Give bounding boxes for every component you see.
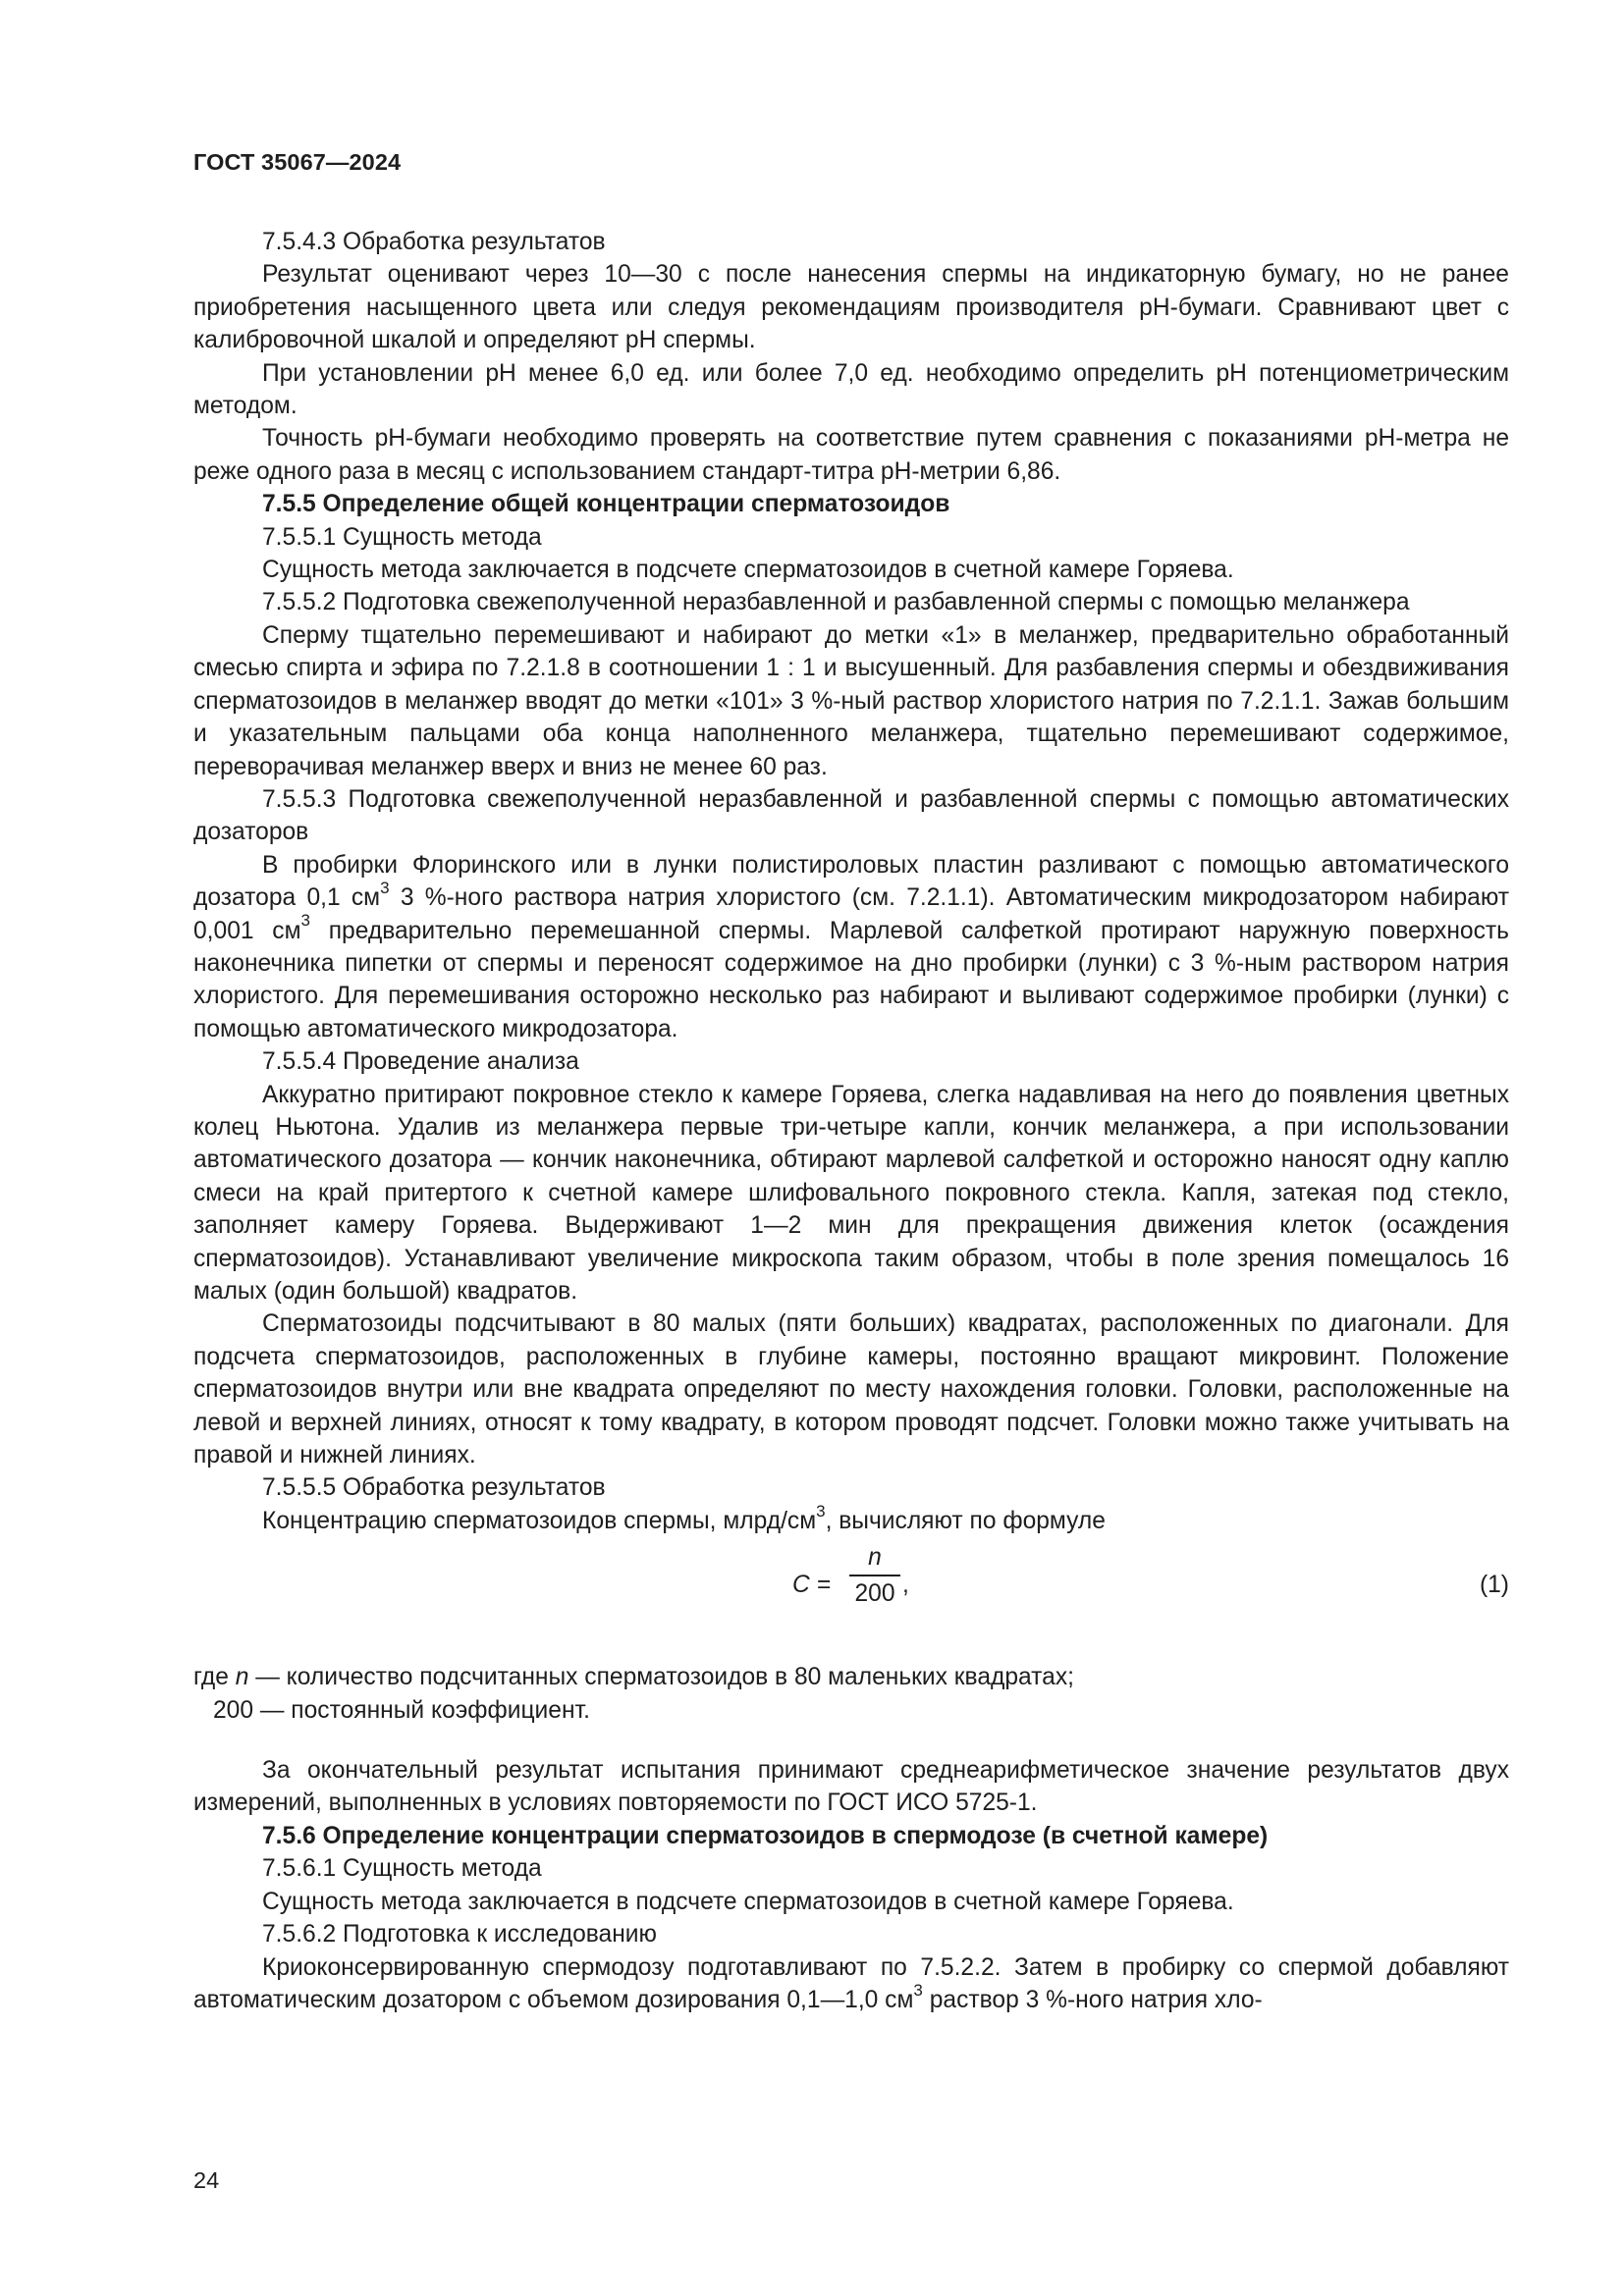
clause-7-5-4-3-paragraph-1: Результат оценивают через 10—30 с после нанесения спермы на индикаторную бумагу, но не ранее приобретения насыщенного цвета или следуя рекомендациям производителя рН-бумаги. Сравнивают цвет с калибровочной шкалой и определяют рН спермы.: [193, 261, 1509, 354]
formula-where-n: [193, 1661, 1509, 1693]
formula-lhs: C =: [792, 1572, 831, 1599]
formula-1: [193, 1539, 1509, 1661]
clause-7-5-5-2-title: 7.5.5.2 Подготовка свежеполученной неразбавленной и разбавленной спермы с помощью меланжера: [262, 589, 1410, 616]
clause-7-5-6-2-text-b: раствор 3 %-ного натрия хло-: [922, 1986, 1263, 2013]
formula-intro-text-a: Концентрацию сперматозоидов спермы, млрд/см: [262, 1507, 817, 1534]
page-number: 24: [193, 2167, 220, 2193]
document-body: [193, 226, 1509, 2016]
formula-fraction-bar: [849, 1575, 900, 1576]
clause-7-5-5-5-title: 7.5.5.5 Обработка результатов: [262, 1474, 606, 1502]
clause-7-5-5-4-paragraph-1: Аккуратно притирают покровное стекло к камере Горяева, слегка надавливая на него до появления цветных колец Ньютона. Удалив из меланжера первые три-четыре капли, кончик меланжера, а при использовании автоматического дозатора — кончик наконечника, обтирают марлевой салфеткой и осторожно наносят одну каплю смеси на край притертого к счетной камере шлифовального покровного стекла. Капля, затекая под стекло, заполняет камеру Горяева. Выдерживают 1—2 мин для прекращения движения клеток (осаждения сперматозоидов). Устанавливают увеличение микроскопа таким образом, чтобы в поле зрения помещалось 16 малых (один большой) квадратов.: [193, 1081, 1509, 1305]
clause-7-5-5-1-paragraph: Сущность метода заключается в подсчете сперматозоидов в счетной камере Горяева.: [262, 557, 1234, 584]
superscript-cube-3: 3: [816, 1501, 826, 1521]
clause-7-5-6-1-title: 7.5.6.1 Сущность метода: [262, 1855, 542, 1883]
formula-denominator: 200: [854, 1580, 895, 1608]
where-variable-n: n: [235, 1664, 249, 1691]
clause-7-5-5-title: 7.5.5 Определение общей концентрации сперматозоидов: [262, 491, 950, 518]
formula-where-200: 200 — постоянный коэффициент.: [213, 1696, 590, 1724]
clause-7-5-5-3-title: 7.5.5.3 Подготовка свежеполученной неразбавленной и разбавленной спермы с помощью автоматических дозаторов: [193, 785, 1509, 846]
superscript-cube-2: 3: [300, 911, 310, 931]
superscript-cube-4: 3: [913, 1980, 923, 2000]
clause-7-5-4-3-paragraph-3: Точность рН-бумаги необходимо проверять на соответствие путем сравнения с показаниями рН-метра не реже одного раза в месяц с использованием стандарт-титра рН-метрии 6,86.: [193, 425, 1509, 485]
clause-7-5-5-3-paragraph: [193, 849, 1509, 1045]
formula-number: (1): [1479, 1572, 1509, 1599]
superscript-cube-1: 3: [380, 878, 390, 897]
clause-7-5-5-4-title: 7.5.5.4 Проведение анализа: [262, 1048, 579, 1076]
clause-7-5-6-title: 7.5.6 Определение концентрации сперматозоидов в спермодозе (в счетной камере): [262, 1822, 1269, 1849]
where-n-text: — количество подсчитанных сперматозоидов в 80 маленьких квадратах;: [248, 1664, 1074, 1691]
clause-7-5-5-5-paragraph-1: [193, 1501, 1509, 1537]
clause-7-5-6-2-text-a: Криоконсервированную спермодозу подготавливают по 7.5.2.2. Затем в пробирку со спермой добавляют автоматическим дозатором с объемом дозирования 0,1—1,0 см: [193, 1953, 1509, 2013]
clause-7-5-5-3-text-c: предварительно перемешанной спермы. Марлевой салфеткой протирают наружную поверхность наконечника пипетки от спермы и переносят содержимое на дно пробирки (лунки) с 3 %-ным раствором натрия хлористого. Для перемешивания осторожно несколько раз набирают и выливают содержимое пробирки (лунки) с помощью автоматического микродозатора.: [193, 917, 1509, 1042]
clause-7-5-5-3-text-b: 3 %-ного раствора натрия хлористого (см. 7.2.1.1). Автоматическим микродозатором набирают 0,001 см: [193, 884, 1509, 944]
clause-7-5-6-2-paragraph: [193, 1951, 1509, 2017]
formula-numerator: n: [868, 1544, 882, 1572]
clause-7-5-5-4-paragraph-2: Сперматозоиды подсчитывают в 80 малых (пяти больших) квадратах, расположенных по диагонали. Для подсчета сперматозоидов, расположенных в глубине камеры, постоянно вращают микровинт. Положение сперматозоидов внутри или вне квадрата определяют по месту нахождения головки. Головки, расположенные на левой и верхней линиях, относят к тому квадрату, в котором проводят подсчет. Головки можно также учитывать на правой и нижней линиях.: [193, 1310, 1509, 1469]
clause-7-5-4-3-paragraph-2: При установлении рН менее 6,0 ед. или более 7,0 ед. необходимо определить рН потенциометрическим методом.: [193, 359, 1509, 420]
clause-7-5-6-1-paragraph: Сущность метода заключается в подсчете сперматозоидов в счетной камере Горяева.: [262, 1888, 1234, 1915]
clause-7-5-5-1-title: 7.5.5.1 Сущность метода: [262, 523, 542, 551]
clause-7-5-5-3-text-a: В пробирки Флоринского или в лунки полистироловых пластин разливают с помощью автоматического дозатора 0,1 см: [193, 851, 1509, 912]
formula-fraction: [849, 1543, 900, 1609]
formula-comma: ,: [902, 1572, 909, 1599]
where-prefix: где: [193, 1664, 236, 1691]
document-header-code: ГОСТ 35067—2024: [193, 149, 402, 175]
formula-intro-text-b: , вычисляют по формуле: [825, 1507, 1106, 1534]
clause-7-5-5-2-paragraph: Сперму тщательно перемешивают и набирают до метки «1» в меланжер, предварительно обработанный смесью спирта и эфира по 7.2.1.8 в соотношении 1 : 1 и высушенный. Для разбавления спермы и обездвиживания сперматозоидов в меланжер вводят до метки «101» 3 %-ный раствор хлористого натрия по 7.2.1.1. Зажав большим и указательным пальцами оба конца наполненного меланжера, тщательно перемешивают содержимое, переворачивая меланжер вверх и вниз не менее 60 раз.: [193, 621, 1509, 780]
clause-7-5-6-2-title: 7.5.6.2 Подготовка к исследованию: [262, 1921, 657, 1949]
clause-7-5-5-5-paragraph-2: За окончательный результат испытания принимают среднеарифметическое значение результатов двух измерений, выполненных в условиях повторяемости по ГОСТ ИСО 5725-1.: [193, 1757, 1509, 1817]
clause-7-5-4-3-title: 7.5.4.3 Обработка результатов: [262, 229, 606, 255]
